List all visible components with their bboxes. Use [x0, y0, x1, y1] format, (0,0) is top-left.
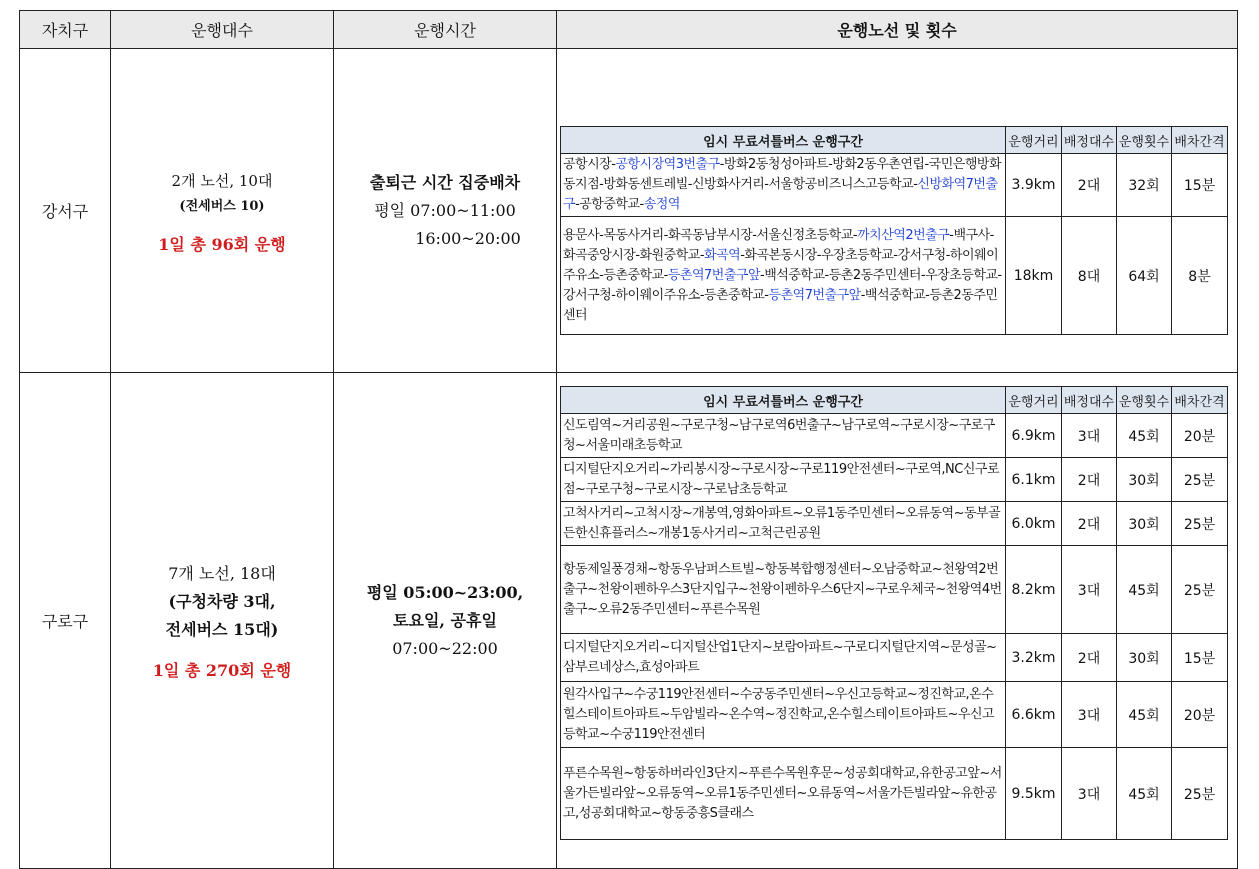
- route-interval: 25분: [1172, 502, 1228, 546]
- inner-header-trips: 운행횟수: [1117, 127, 1172, 154]
- route-trips: 32회: [1117, 154, 1172, 217]
- table-header-row: [20, 11, 1238, 49]
- route-buses: 2대: [1062, 154, 1117, 217]
- route-trips: 45회: [1117, 748, 1172, 840]
- table-row: [561, 502, 1228, 546]
- guro-bus-count: [111, 373, 334, 869]
- route-description: 신도림역~거리공원~구로구청~남구로역6번출구~남구로역~구로시장~구로구청~서울미래초등학교: [561, 414, 1006, 458]
- route-distance: 18km: [1006, 217, 1062, 335]
- route-interval: 20분: [1172, 682, 1228, 748]
- header-operating-time: 운행시간: [334, 11, 557, 49]
- route-trips: 45회: [1117, 682, 1172, 748]
- guro-daily-total: 1일 총 270회 운행: [152, 661, 292, 680]
- inner-header-interval: 배차간격: [1172, 127, 1228, 154]
- guro-time-weekday: 평일 05:00~23:00,: [366, 582, 524, 602]
- gangseo-routes-cell: [557, 49, 1238, 373]
- route-trips: 64회: [1117, 217, 1172, 335]
- route-segment: -백구사-화곡중앙시장-화원중학교-: [563, 227, 994, 263]
- inner-header-buses: 배정대수: [1062, 387, 1117, 414]
- guro-routes-cell: [557, 373, 1238, 869]
- route-distance: 6.0km: [1006, 502, 1062, 546]
- route-segment: -백석중학교-등촌2동주민센터: [563, 287, 998, 323]
- route-segment: 공항시장-: [563, 157, 616, 172]
- guro-operating-time: [334, 373, 557, 869]
- route-trips: 45회: [1117, 414, 1172, 458]
- guro-count-sub1: (구청차량 3대,: [168, 592, 276, 611]
- row-gangseo: [20, 49, 1238, 373]
- inner-header-trips: 운행횟수: [1117, 387, 1172, 414]
- inner-header-route: [561, 387, 1006, 414]
- route-segment: -화곡본동시장-우장초등학교-강서구청-하이웨이주유소-등촌중학교-: [563, 247, 999, 283]
- route-distance: 9.5km: [1006, 748, 1062, 840]
- route-description: [561, 154, 1006, 217]
- route-buses: 3대: [1062, 748, 1117, 840]
- gangseo-bus-count: [111, 49, 334, 373]
- inner-header-route-label: 임시 무료셔틀버스 운행구간: [703, 394, 863, 410]
- route-interval: 8분: [1172, 217, 1228, 335]
- route-buses: 2대: [1062, 502, 1117, 546]
- district-guro: 구로구: [20, 373, 111, 869]
- route-description: 고척사거리~고척시장~개봉역,영화아파트~오류1동주민센터~오류동역~동부골든한신휴플러스~개봉1동사거리~고척근린공원: [561, 502, 1006, 546]
- route-interval: 25분: [1172, 458, 1228, 502]
- guro-inner-header: [561, 387, 1228, 414]
- route-segment: -방화2동청성아파트-방화2동우촌연립-국민은행방화동지점-방화동센트레빌-신방화사거리-서울항공비즈니스고등학교-: [563, 157, 1002, 192]
- table-row: [561, 414, 1228, 458]
- guro-time-weekend-hours: 07:00~22:00: [392, 638, 498, 658]
- route-buses: 3대: [1062, 682, 1117, 748]
- inner-header-route: [561, 127, 1006, 154]
- route-trips: 30회: [1117, 458, 1172, 502]
- route-distance: 8.2km: [1006, 546, 1062, 634]
- route-station-highlight: 신방화역7번출구: [563, 177, 998, 212]
- route-segment: -백석중학교-등촌2동주민센터-우장초등학교-강서구청-하이웨이주유소-등촌중학교-: [563, 267, 1002, 303]
- route-interval: 20분: [1172, 414, 1228, 458]
- inner-header-distance: 운행거리: [1006, 387, 1062, 414]
- route-description: 항동제일풍경채~항동우남퍼스트빌~항동복합행정센터~오남중학교~천왕역2번출구~천왕이펜하우스3단지입구~천왕이펜하우스6단지~구로우체국~천왕역4번출구~오류2동주민센터~푸른수목원: [561, 546, 1006, 634]
- inner-header-interval: 배차간격: [1172, 387, 1228, 414]
- route-distance: 3.9km: [1006, 154, 1062, 217]
- gangseo-inner-header: [561, 127, 1228, 154]
- row-guro: [20, 373, 1238, 869]
- route-station-highlight: 화곡역: [704, 247, 741, 263]
- gangseo-route-table: [560, 126, 1228, 335]
- table-row: [561, 546, 1228, 634]
- guro-count-sub2: 전세버스 15대): [165, 620, 279, 639]
- gangseo-count-sub: (전세버스 10): [179, 198, 265, 214]
- table-row: [561, 634, 1228, 682]
- route-buses: 2대: [1062, 634, 1117, 682]
- district-gangseo: 강서구: [20, 49, 111, 373]
- header-district: 자치구: [20, 11, 111, 49]
- route-description: [561, 217, 1006, 335]
- route-distance: 6.9km: [1006, 414, 1062, 458]
- route-interval: 15분: [1172, 154, 1228, 217]
- guro-route-table: [560, 386, 1228, 840]
- route-station-highlight: 등촌역7번출구앞: [667, 267, 761, 283]
- route-interval: 15분: [1172, 634, 1228, 682]
- gangseo-time-evening: 16:00~20:00: [415, 228, 521, 248]
- header-bus-count: 운행대수: [111, 11, 334, 49]
- route-buses: 3대: [1062, 414, 1117, 458]
- route-buses: 2대: [1062, 458, 1117, 502]
- route-trips: 30회: [1117, 502, 1172, 546]
- route-buses: 3대: [1062, 546, 1117, 634]
- table-row: [561, 748, 1228, 840]
- route-segment: 용문사-목동사거리-화곡동남부시장-서울신정초등학교-: [563, 227, 858, 243]
- route-station-highlight: 등촌역7번출구앞: [768, 287, 861, 303]
- route-description: 푸른수목원~항동하버라인3단지~푸른수목원후문~성공회대학교,유한공고앞~서울가든빌라앞~오류동역~오류1동주민센터~오류동역~서울가든빌라앞~유한공고,성공회대학교~항동중흥S클래스: [561, 748, 1006, 840]
- route-station-highlight: 송정역: [643, 197, 680, 212]
- route-station-highlight: 공항시장역3번출구: [615, 157, 720, 172]
- table-row: [561, 458, 1228, 502]
- route-description: 원각사입구~수궁119안전센터~수궁동주민센터~우신고등학교~정진학교,온수힐스테이트아파트~두암빌라~온수역~정진학교,온수힐스테이트아파트~우신고등학교~수궁119안전센터: [561, 682, 1006, 748]
- gangseo-time-title: 출퇴근 시간 집중배차: [369, 172, 521, 192]
- inner-header-route-label: 임시 무료셔틀버스 운행구간: [703, 134, 863, 150]
- table-row: [561, 154, 1228, 217]
- gangseo-time-weekday: 평일 07:00~11:00: [374, 200, 516, 220]
- route-distance: 6.6km: [1006, 682, 1062, 748]
- route-station-highlight: 까치산역2번출구: [857, 227, 950, 243]
- inner-header-buses: 배정대수: [1062, 127, 1117, 154]
- guro-time-weekend: 토요일, 공휴일: [393, 610, 497, 630]
- route-buses: 8대: [1062, 217, 1117, 335]
- route-segment: -공항중학교-: [575, 197, 644, 212]
- route-interval: 25분: [1172, 748, 1228, 840]
- inner-header-distance: 운행거리: [1006, 127, 1062, 154]
- route-interval: 25분: [1172, 546, 1228, 634]
- gangseo-count-main: 2개 노선, 10대: [171, 171, 273, 190]
- shuttle-table: [19, 10, 1238, 869]
- route-trips: 45회: [1117, 546, 1172, 634]
- gangseo-daily-total: 1일 총 96회 운행: [158, 234, 286, 254]
- route-distance: 6.1km: [1006, 458, 1062, 502]
- route-description: 디지털단지오거리~디지털산업1단지~보람아파트~구로디지털단지역~문성골~삼부르네상스,효성아파트: [561, 634, 1006, 682]
- header-routes: 운행노선 및 횟수: [557, 11, 1238, 49]
- guro-count-main: 7개 노선, 18대: [168, 564, 276, 583]
- table-row: [561, 217, 1228, 335]
- table-row: [561, 682, 1228, 748]
- route-trips: 30회: [1117, 634, 1172, 682]
- gangseo-operating-time: [334, 49, 557, 373]
- route-description: 디지털단지오거리~가리봉시장~구로시장~구로119안전센터~구로역,NC신구로점~구로구청~구로시장~구로남초등학교: [561, 458, 1006, 502]
- route-distance: 3.2km: [1006, 634, 1062, 682]
